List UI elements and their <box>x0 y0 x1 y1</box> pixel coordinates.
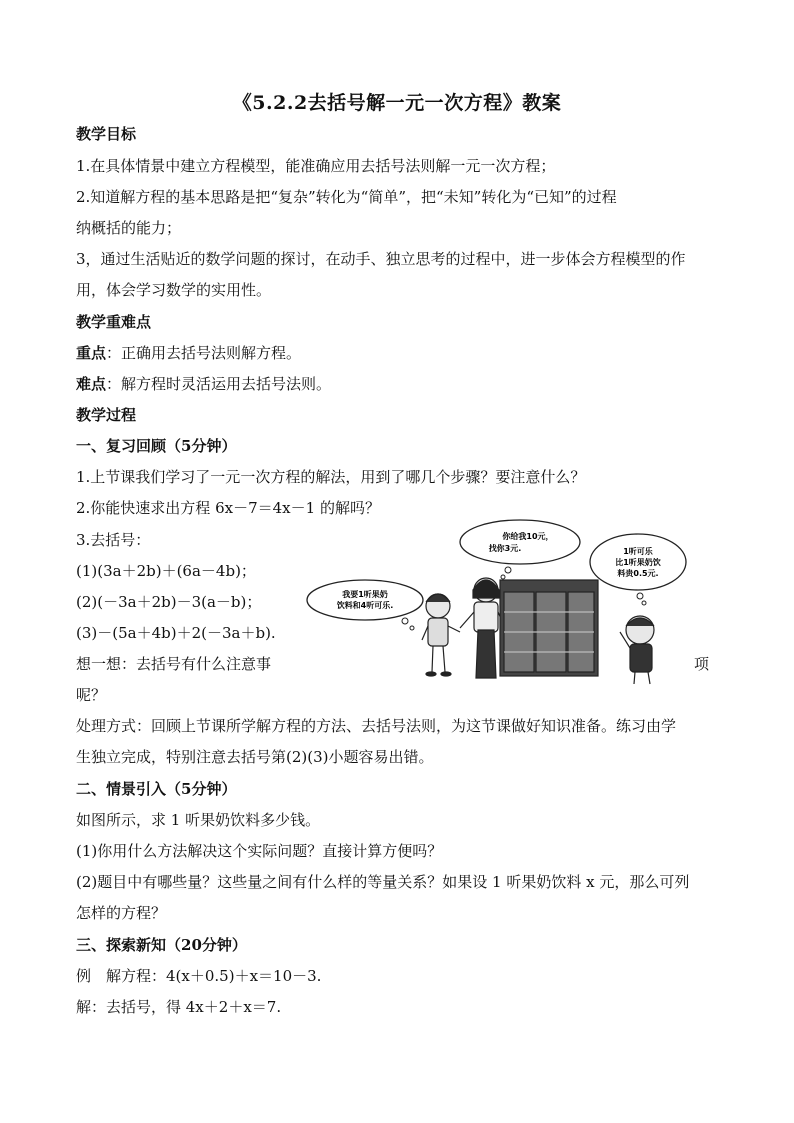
difficult-label: 难点 <box>76 375 107 393</box>
girl-bubble-line-2: 饮料和4听可乐. <box>336 601 394 610</box>
think-prompt: 想一想：去括号有什么注意事 <box>76 655 272 673</box>
goal-2-line-2: 纳概括的能力； <box>76 219 182 237</box>
man-figure <box>620 616 654 684</box>
man-bubble-line-3: 料贵0.5元. <box>617 569 659 578</box>
goal-3-line-2: 用，体会学习数学的实用性。 <box>76 281 272 299</box>
shop-illustration <box>300 518 702 688</box>
key-label: 重点 <box>76 344 107 362</box>
example-problem: 例 解方程：4(x＋0.5)＋x＝10－3. <box>76 967 322 985</box>
part-2-heading: 二、情景引入（5分钟） <box>76 780 237 798</box>
handling-line-1: 处理方式：回顾上节课所学解方程的方法、去括号法则，为这节课做好知识准备。练习由学 <box>76 717 677 735</box>
part-2-intro: 如图所示，求 1 听果奶饮料多少钱。 <box>76 811 321 829</box>
part-3-heading: 三、探索新知（20分钟） <box>76 936 247 954</box>
goal-3-line-1: 3，通过生活贴近的数学问题的探讨，在动手、独立思考的过程中，进一步体会方程模型的作 <box>76 250 686 268</box>
man-bubble-line-1: 1听可乐 <box>623 547 653 556</box>
key-text: ：正确用去括号法则解方程。 <box>106 344 302 362</box>
clerk-speech-bubble <box>460 520 580 579</box>
difficult-text: ：解方程时灵活运用去括号法则。 <box>106 375 332 393</box>
think-prompt-tail: 呢？ <box>76 686 107 704</box>
document-title: 《5.2.2去括号解一元一次方程》教案 <box>232 92 562 114</box>
part-1-question-3: 3.去括号： <box>76 531 151 549</box>
drinks-fridge <box>500 580 598 676</box>
clerk-figure <box>460 578 506 678</box>
handling-line-2: 生独立完成，特别注意去括号第(2)(3)小题容易出错。 <box>76 748 434 766</box>
goals-heading: 教学目标 <box>76 125 137 143</box>
process-heading: 教学过程 <box>76 406 137 424</box>
exercise-2: (2)(－3a＋2b)－3(a－b)； <box>76 593 262 611</box>
girl-figure <box>422 594 460 676</box>
clerk-bubble-line-2: 找你3元. <box>488 544 522 553</box>
clerk-bubble-line-1: 你给我10元， <box>502 532 554 541</box>
part-1-question-2: 2.你能快速求出方程 6x－7＝4x－1 的解吗？ <box>76 499 380 517</box>
part-2-question-2-line-1: (2)题目中有哪些量？这些量之间有什么样的等量关系？如果设 1 听果奶饮料 x 元，那么可列 <box>76 873 690 891</box>
girl-speech-bubble <box>307 580 423 630</box>
key-points-heading: 教学重难点 <box>76 313 152 331</box>
key-point <box>76 343 301 363</box>
part-2-question-2-line-2: 怎样的方程？ <box>76 904 167 922</box>
part-2-question-1: (1)你用什么方法解决这个实际问题？直接计算方便吗？ <box>76 842 443 860</box>
think-prompt-end: 项 <box>694 655 710 673</box>
exercise-1: (1)(3a＋2b)＋(6a－4b)； <box>76 562 256 580</box>
exercise-3: (3)－(5a＋4b)＋2(－3a＋b). <box>76 624 276 642</box>
man-speech-bubble <box>590 534 686 605</box>
girl-bubble-line-1: 我要1听果奶 <box>342 590 388 599</box>
goal-2-line-1: 2.知道解方程的基本思路是把“复杂”转化为“简单”，把“未知”转化为“已知”的过程 <box>76 188 617 206</box>
part-1-heading: 一、复习回顾（5分钟） <box>76 437 237 455</box>
difficult-point <box>76 374 331 394</box>
man-bubble-line-2: 比1听果奶饮 <box>615 558 661 567</box>
goal-1: 1.在具体情景中建立方程模型，能准确应用去括号法则解一元一次方程； <box>76 157 556 175</box>
example-solution: 解：去括号，得 4x＋2＋x＝7. <box>76 998 282 1016</box>
part-1-question-1: 1.上节课我们学习了一元一次方程的解法，用到了哪几个步骤？要注意什么？ <box>76 468 586 486</box>
